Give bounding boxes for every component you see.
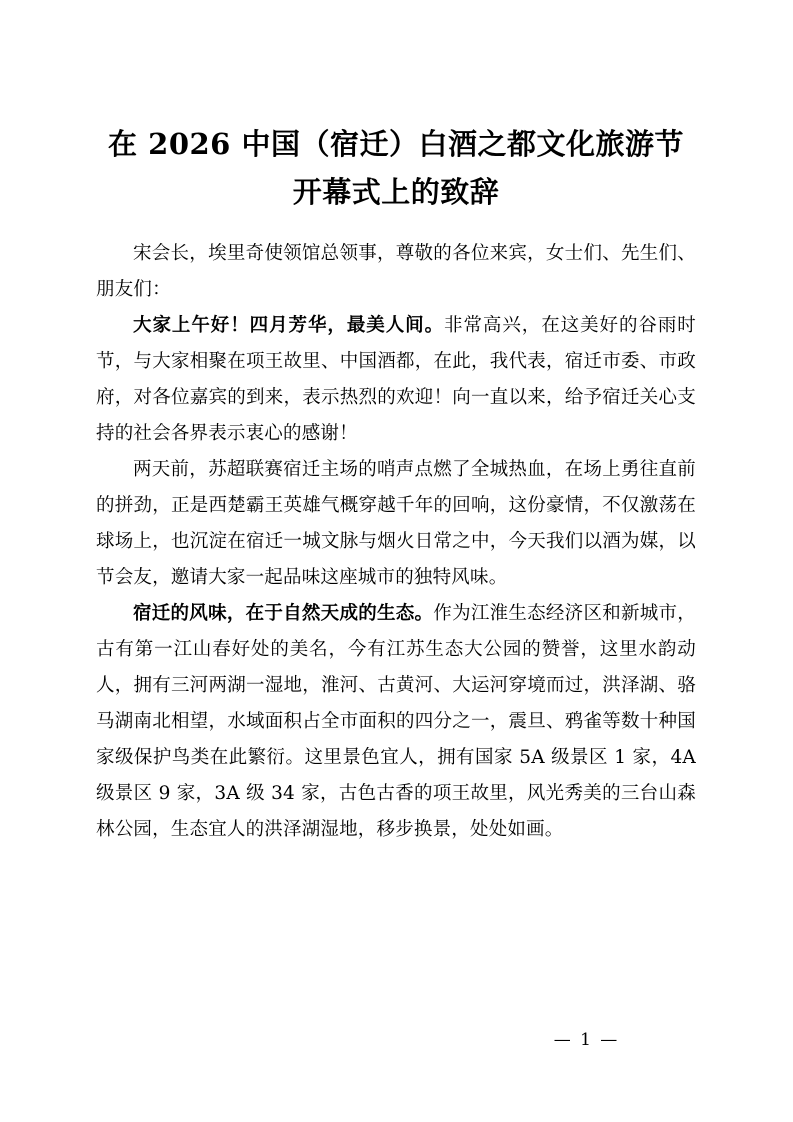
- page-number: [0, 1030, 793, 1050]
- page-title: 在 2026 中国（宿迁）白酒之都文化旅游节开幕式上的致辞: [108, 127, 684, 209]
- paragraph-list: [96, 236, 696, 848]
- text-run-bold: 大家上午好！四月芳华，最美人间。: [133, 315, 445, 336]
- page-number-label: — 1 —: [553, 1030, 620, 1050]
- text-run: 作为江淮生态经济区和新城市，古有第一江山春好处的美名，今有江苏生态大公园的赞誉，这里水韵动人，拥有三河两湖一湿地，淮河、古黄河、大运河穿境而过，洪泽湖、骆马湖南北相望，水域面积占全市面积的四分之一，震旦、鸦雀等数十种国家级保护鸟类在此繁衍。这里景色宜人，拥有国家 5A 级景区 1 家，4A 级景区 9 家，3A 级 34 家，古色古香的项王故里，风光秀美的三台山森林公园，生态宜人的洪泽湖湿地，移步换景，处处如画。: [96, 603, 696, 840]
- text-run: 非常高兴，在这美好的谷雨时节，与大家相聚在项王故里、中国酒都，在此，我代表，宿迁市委、市政府，对各位嘉宾的到来，表示热烈的欢迎！向一直以来，给予宿迁关心支持的社会各界表示衷心的感谢！: [96, 315, 696, 444]
- paragraph-salutation: [96, 236, 696, 308]
- text-run: 宋会长，埃里奇使领馆总领事，尊敬的各位来宾，女士们、先生们、朋友们：: [96, 243, 696, 300]
- paragraph-body-1: [96, 452, 696, 596]
- document-body: [96, 120, 696, 848]
- paragraph-greeting: [96, 308, 696, 452]
- text-run: 两天前，苏超联赛宿迁主场的哨声点燃了全城热血，在场上勇往直前的拼劲，正是西楚霸王英雄气概穿越千年的回响，这份豪情，不仅激荡在球场上，也沉淀在宿迁一城文脉与烟火日常之中，今天我们以酒为媒，以节会友，邀请大家一起品味这座城市的独特风味。: [96, 459, 696, 588]
- text-run-bold: 宿迁的风味，在于自然天成的生态。: [133, 603, 434, 624]
- paragraph-body-2: [96, 596, 696, 848]
